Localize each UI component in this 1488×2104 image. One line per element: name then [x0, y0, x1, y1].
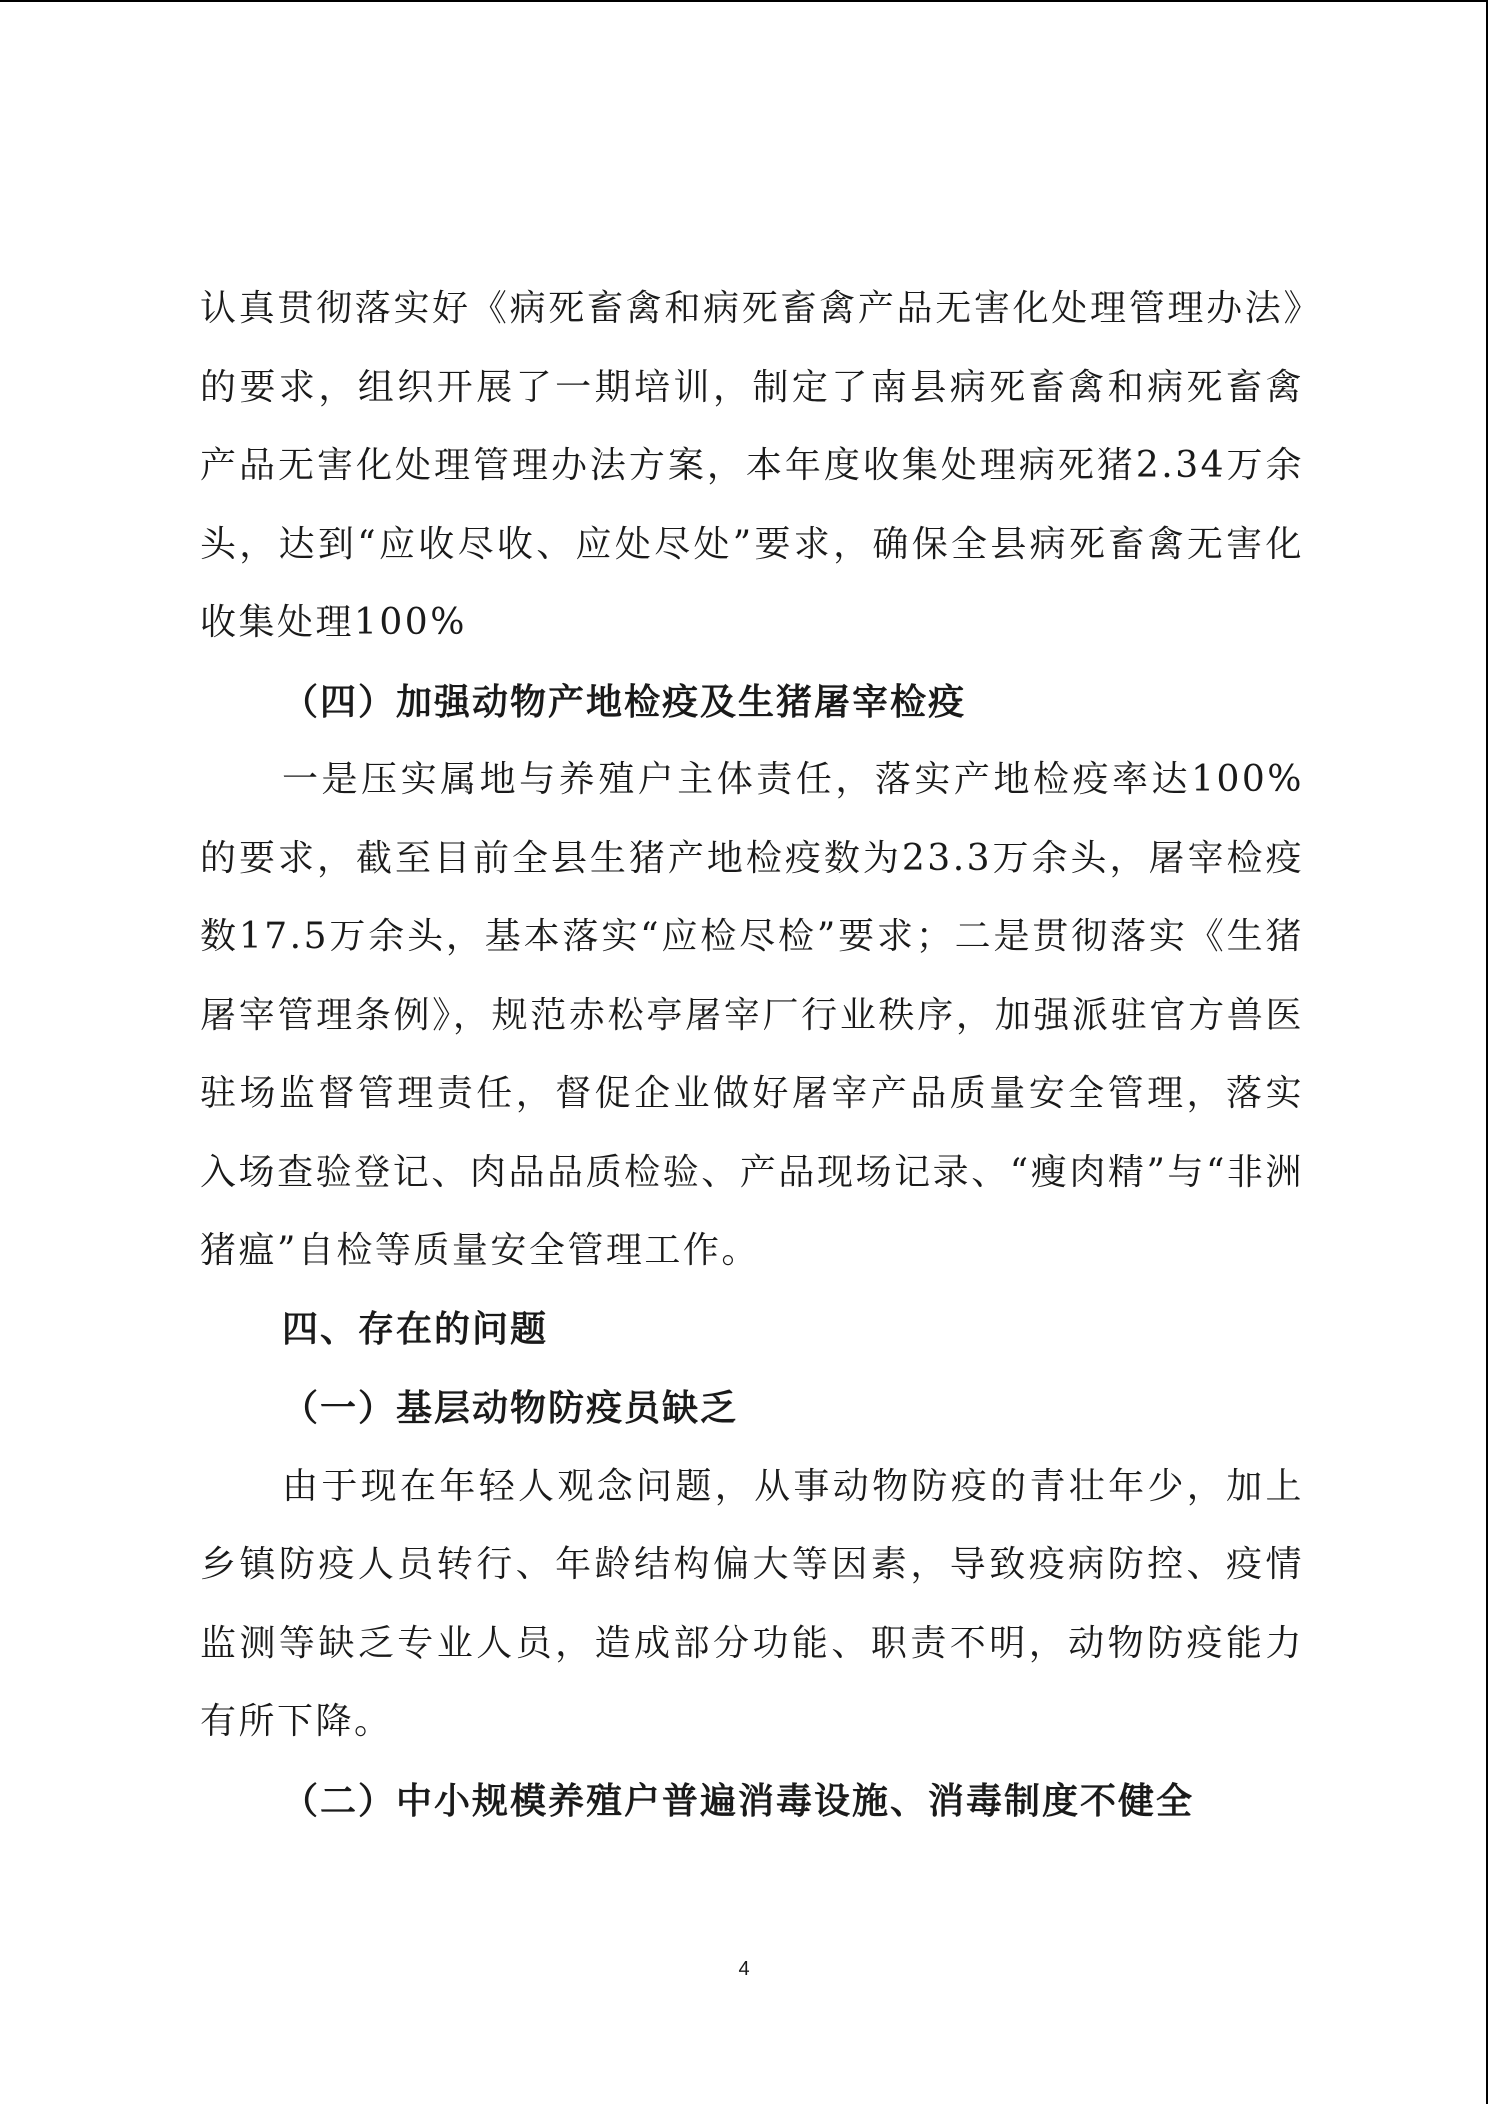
section-subheading-staff-shortage: （一）基层动物防疫员缺乏	[282, 1387, 739, 1429]
section-subheading-quarantine: （四）加强动物产地检疫及生猪屠宰检疫	[282, 680, 967, 723]
page-number: 4	[738, 1958, 750, 1980]
body-paragraph-quarantine: 一是压实属地与养殖户主体责任，落实产地检疫率达100%的要求，截至目前全县生猪产地检疫数为23.3万余头，屠宰检疫数17.5万余头，基本落实“应检尽检”要求；二是贯彻落实《生猪屠宰管理条例》，规范赤松亭屠宰厂行业秩序，加强派驻官方兽医驻场监督管理责任，督促企业做好屠宰产品质量安全管理，落实入场查验登记、肉品品质检验、产品现场记录、“瘦肉精”与“非洲猪瘟”自检等质量安全管理工作。	[200, 759, 1304, 1271]
section-subheading-disinfection: （二）中小规模养殖户普遍消毒设施、消毒制度不健全	[282, 1779, 1195, 1822]
document-body	[200, 270, 1304, 1840]
section-heading-problems: 四、存在的问题	[282, 1308, 549, 1350]
body-paragraph-staff-shortage: 由于现在年轻人观念问题，从事动物防疫的青壮年少，加上乡镇防疫人员转行、年龄结构偏大等因素，导致疫病防控、疫情监测等缺乏专业人员，造成部分功能、职责不明，动物防疫能力有所下降。	[200, 1465, 1304, 1742]
body-paragraph-carcass-disposal: 认真贯彻落实好《病死畜禽和病死畜禽产品无害化处理管理办法》的要求，组织开展了一期培训，制定了南县病死畜禽和病死畜禽产品无害化处理管理办法方案，本年度收集处理病死猪2.34万余头，达到“应收尽收、应处尽处”要求，确保全县病死畜禽无害化收集处理100%	[200, 288, 1304, 643]
page-edge-top	[0, 0, 1488, 2]
